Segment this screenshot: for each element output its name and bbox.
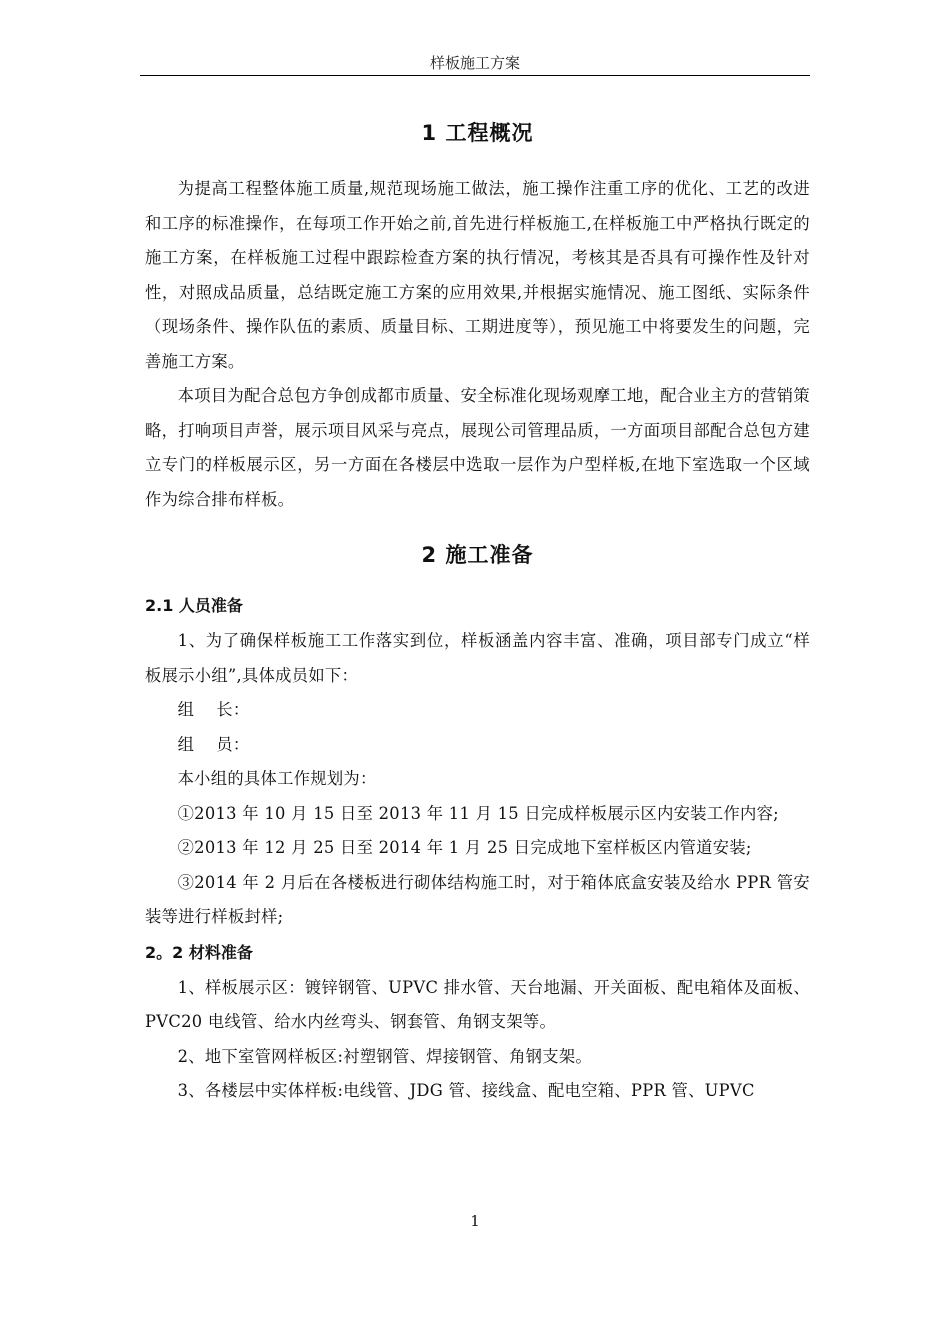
header-divider [140,75,810,76]
team-members-line: 组 员： [177,734,250,754]
plan-item-1: ①2013 年 10 月 15 日至 2013 年 11 月 15 日完成样板展示区内安装工作内容; [177,803,779,823]
material-item-2: 2、地下室管网样板区:衬塑钢管、焊接钢管、角钢支架。 [177,1046,592,1066]
plan-item-3: ③2014 年 2 月后在各楼板进行砌体结构施工时，对于箱体底盒安装及给水 PPR 管安装等进行样板封样; [145,872,810,926]
subsection-2-1-heading: 2.1 人员准备 [145,596,243,615]
document-body [145,115,810,1109]
subsection-2-2-heading: 2。2 材料准备 [145,942,253,962]
plan-item-2: ②2013 年 12 月 25 日至 2014 年 1 月 25 日完成地下室样板区内管道安装; [177,838,752,857]
material-item-1: 1、样板展示区：镀锌钢管、UPVC 排水管、天台地漏、开关面板、配电箱体及面板、PVC20 电线管、给水内丝弯头、钢套管、角钢支架等。 [145,977,810,1031]
section-2-heading: 2 施工准备 [421,543,534,567]
section-1-heading: 1 工程概况 [421,121,534,145]
page-number: 1 [470,1212,480,1230]
section-1-paragraph-2: 本项目为配合总包方争创成都市质量、安全标准化现场观摩工地，配合业主方的营销策略，打响项目声誉，展示项目风采与亮点，展现公司管理品质，一方面项目部配合总包方建立专门的样板展示区，另一方面在各楼层中选取一层作为户型样板,在地下室选取一个区域作为综合排布样板。 [145,386,810,509]
section-1-paragraph-1: 为提高工程整体施工质量,规范现场施工做法，施工操作注重工序的优化、工艺的改进和工序的标准操作，在每项工作开始之前,首先进行样板施工,在样板施工中严格执行既定的施工方案，在样板施工过程中跟踪检查方案的执行情况，考核其是否具有可操作性及针对性，对照成品质量，总结既定施工方案的应用效果,并根据实施情况、施工图纸、实际条件（现场条件、操作队伍的素质、质量目标、工期进度等），预见施工中将要发生的问题，完善施工方案。 [145,179,810,371]
page-header-title: 样板施工方案 [429,54,520,72]
plan-intro: 本小组的具体工作规划为： [177,769,377,788]
personnel-intro: 1、为了确保样板施工工作落实到位，样板涵盖内容丰富、准确，项目部专门成立“样板展示小组”,具体成员如下： [145,631,810,685]
team-leader-line: 组 长： [177,700,250,719]
material-item-3: 3、各楼层中实体样板:电线管、JDG 管、接线盒、配电空箱、PPR 管、UPVC [177,1081,755,1100]
